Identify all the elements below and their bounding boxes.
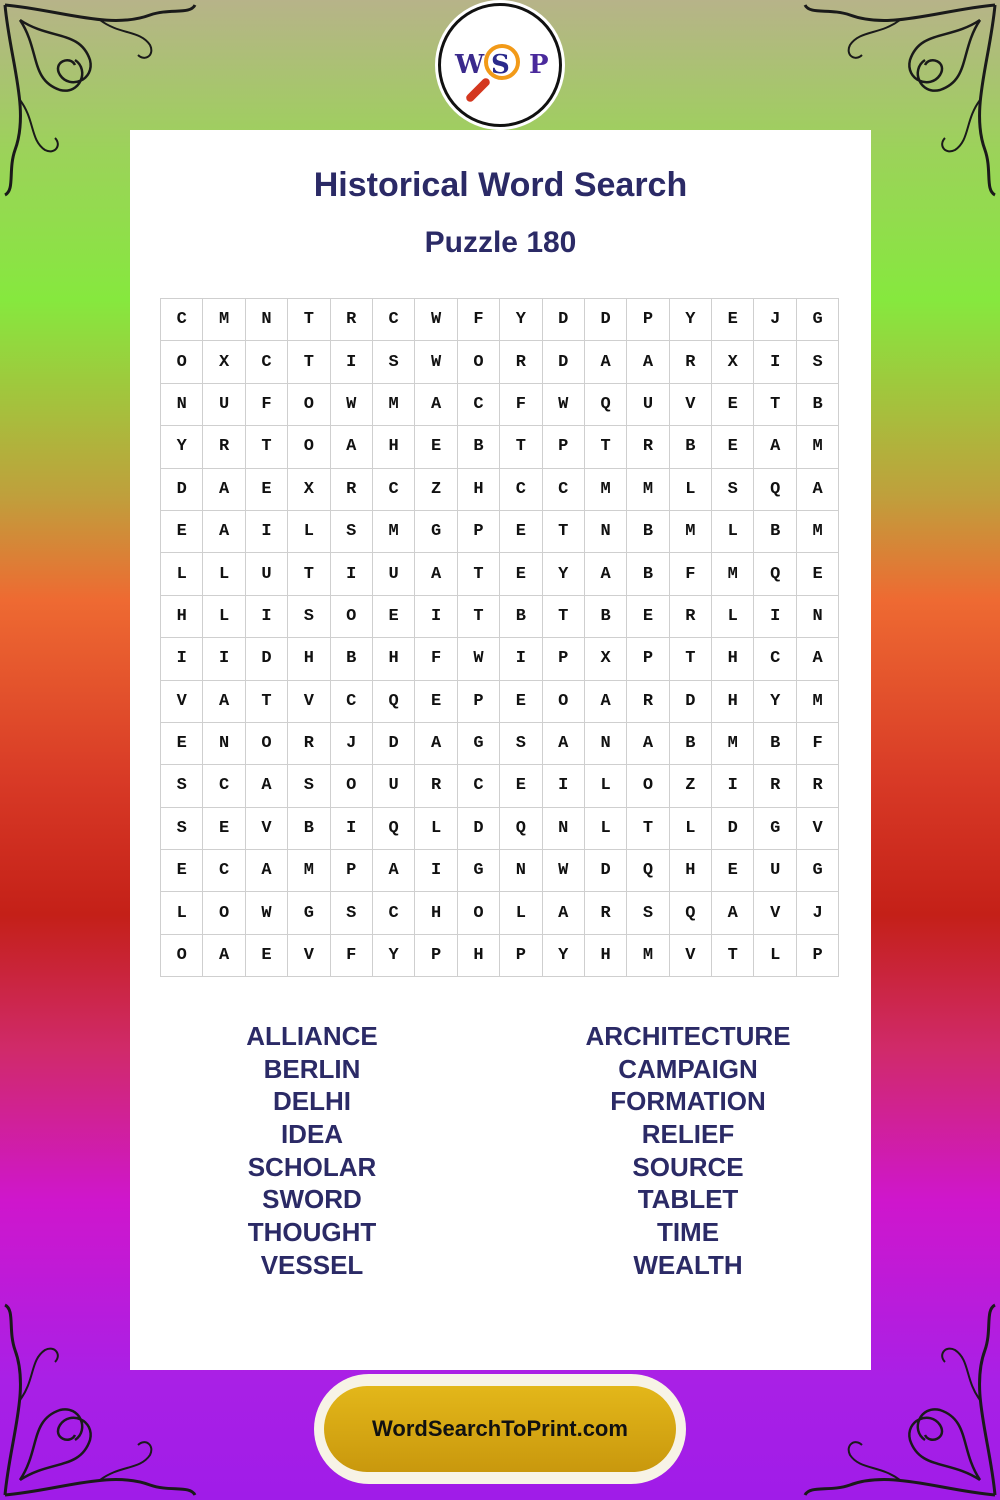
grid-cell[interactable]: G	[415, 511, 457, 553]
grid-cell[interactable]: G	[288, 892, 330, 934]
grid-cell[interactable]: O	[331, 596, 373, 638]
grid-cell[interactable]: V	[246, 808, 288, 850]
grid-cell[interactable]: R	[331, 469, 373, 511]
grid-cell[interactable]: B	[627, 511, 669, 553]
grid-cell[interactable]: S	[627, 892, 669, 934]
grid-cell[interactable]: E	[500, 553, 542, 595]
grid-cell[interactable]: B	[754, 723, 796, 765]
grid-cell[interactable]: D	[543, 299, 585, 341]
grid-cell[interactable]: V	[754, 892, 796, 934]
grid-cell[interactable]: S	[500, 723, 542, 765]
grid-cell[interactable]: I	[415, 596, 457, 638]
grid-cell[interactable]: C	[458, 384, 500, 426]
grid-cell[interactable]: F	[458, 299, 500, 341]
grid-cell[interactable]: A	[331, 426, 373, 468]
grid-cell[interactable]: W	[331, 384, 373, 426]
word-item: THOUGHT	[247, 1217, 377, 1248]
grid-cell[interactable]: E	[712, 299, 754, 341]
grid-cell[interactable]: G	[458, 850, 500, 892]
page-title: Historical Word Search	[313, 166, 688, 204]
grid-cell[interactable]: E	[373, 596, 415, 638]
grid-cell[interactable]: I	[712, 765, 754, 807]
grid-cell[interactable]: A	[543, 723, 585, 765]
grid-cell[interactable]: B	[458, 426, 500, 468]
grid-cell[interactable]: Y	[373, 935, 415, 977]
grid-cell[interactable]: G	[797, 299, 839, 341]
grid-cell[interactable]: O	[543, 681, 585, 723]
site-link[interactable]: WordSearchToPrint.com	[324, 1386, 676, 1472]
grid-cell[interactable]: B	[627, 553, 669, 595]
grid-cell[interactable]: O	[161, 341, 203, 383]
grid-cell[interactable]: C	[373, 892, 415, 934]
grid-cell[interactable]: Y	[500, 299, 542, 341]
grid-cell[interactable]: O	[161, 935, 203, 977]
grid-cell[interactable]: H	[415, 892, 457, 934]
grid-cell[interactable]: A	[797, 638, 839, 680]
grid-cell[interactable]: L	[500, 892, 542, 934]
grid-cell[interactable]: P	[543, 638, 585, 680]
grid-cell[interactable]: E	[203, 808, 245, 850]
grid-cell[interactable]: G	[458, 723, 500, 765]
grid-cell[interactable]: L	[161, 892, 203, 934]
grid-cell[interactable]: T	[458, 596, 500, 638]
grid-cell[interactable]: W	[415, 341, 457, 383]
grid-cell[interactable]: W	[458, 638, 500, 680]
grid-cell[interactable]: H	[585, 935, 627, 977]
grid-cell[interactable]: T	[543, 596, 585, 638]
grid-cell[interactable]: J	[797, 892, 839, 934]
grid-cell[interactable]: Q	[500, 808, 542, 850]
grid-cell[interactable]: M	[373, 384, 415, 426]
grid-cell[interactable]: H	[458, 469, 500, 511]
grid-cell[interactable]: Y	[670, 299, 712, 341]
grid-cell[interactable]: A	[415, 553, 457, 595]
grid-cell[interactable]: E	[161, 850, 203, 892]
grid-cell[interactable]: O	[246, 723, 288, 765]
grid-cell[interactable]: Q	[754, 469, 796, 511]
grid-cell[interactable]: R	[203, 426, 245, 468]
grid-cell[interactable]: S	[161, 765, 203, 807]
grid-cell[interactable]: N	[500, 850, 542, 892]
grid-cell[interactable]: C	[754, 638, 796, 680]
word-list-right	[538, 1020, 838, 1282]
grid-cell[interactable]: P	[415, 935, 457, 977]
grid-cell[interactable]: U	[203, 384, 245, 426]
word-item: DELHI	[273, 1086, 351, 1117]
grid-cell[interactable]: S	[797, 341, 839, 383]
grid-cell[interactable]: D	[585, 850, 627, 892]
grid-cell[interactable]: F	[670, 553, 712, 595]
grid-cell[interactable]: W	[543, 384, 585, 426]
grid-cell[interactable]: A	[246, 765, 288, 807]
grid-cell[interactable]: C	[543, 469, 585, 511]
grid-cell[interactable]: I	[331, 808, 373, 850]
word-item: RELIEF	[641, 1119, 735, 1150]
grid-cell[interactable]: E	[500, 681, 542, 723]
grid-cell[interactable]: A	[246, 850, 288, 892]
footer-banner	[314, 1374, 686, 1484]
grid-cell[interactable]: S	[373, 341, 415, 383]
grid-cell[interactable]: B	[670, 723, 712, 765]
grid-cell[interactable]: G	[754, 808, 796, 850]
grid-cell[interactable]: A	[543, 892, 585, 934]
grid-cell[interactable]: L	[712, 511, 754, 553]
grid-cell[interactable]: N	[585, 511, 627, 553]
puzzle-card	[130, 130, 871, 1370]
grid-cell[interactable]: M	[797, 426, 839, 468]
grid-cell[interactable]: O	[288, 384, 330, 426]
grid-cell[interactable]: O	[331, 765, 373, 807]
grid-cell[interactable]: D	[585, 299, 627, 341]
grid-cell[interactable]: C	[161, 299, 203, 341]
grid-cell[interactable]: E	[161, 511, 203, 553]
grid-cell[interactable]: M	[797, 511, 839, 553]
word-item: SWORD	[262, 1184, 362, 1215]
grid-cell[interactable]: N	[203, 723, 245, 765]
grid-cell[interactable]: H	[161, 596, 203, 638]
grid-cell[interactable]: S	[288, 765, 330, 807]
grid-cell[interactable]: T	[585, 426, 627, 468]
grid-cell[interactable]: E	[712, 384, 754, 426]
grid-cell[interactable]: H	[712, 681, 754, 723]
grid-cell[interactable]: T	[500, 426, 542, 468]
grid-cell[interactable]: V	[670, 935, 712, 977]
grid-cell[interactable]: S	[331, 892, 373, 934]
grid-cell[interactable]: P	[627, 299, 669, 341]
grid-cell[interactable]: L	[670, 808, 712, 850]
grid-cell[interactable]: G	[797, 850, 839, 892]
grid-cell[interactable]: E	[500, 765, 542, 807]
grid-cell[interactable]: L	[712, 596, 754, 638]
grid-cell[interactable]: U	[373, 765, 415, 807]
word-item: CAMPAIGN	[618, 1053, 758, 1084]
letter-grid	[160, 298, 839, 977]
grid-cell[interactable]: C	[331, 681, 373, 723]
grid-cell[interactable]: H	[670, 850, 712, 892]
grid-cell[interactable]: T	[288, 341, 330, 383]
logo-letter-w: W	[455, 50, 485, 80]
grid-cell[interactable]: R	[754, 765, 796, 807]
grid-cell[interactable]: D	[458, 808, 500, 850]
grid-cell[interactable]: E	[500, 511, 542, 553]
grid-cell[interactable]: L	[754, 935, 796, 977]
grid-cell[interactable]: M	[203, 299, 245, 341]
grid-cell[interactable]: T	[543, 511, 585, 553]
grid-cell[interactable]: O	[203, 892, 245, 934]
grid-cell[interactable]: J	[331, 723, 373, 765]
grid-cell[interactable]: T	[670, 638, 712, 680]
grid-cell[interactable]: O	[458, 892, 500, 934]
grid-cell[interactable]: E	[246, 935, 288, 977]
grid-cell[interactable]: R	[331, 299, 373, 341]
grid-cell[interactable]: I	[543, 765, 585, 807]
grid-cell[interactable]: L	[585, 765, 627, 807]
grid-cell[interactable]: U	[627, 384, 669, 426]
grid-cell[interactable]: C	[458, 765, 500, 807]
grid-cell[interactable]: O	[288, 426, 330, 468]
grid-cell[interactable]: C	[203, 765, 245, 807]
grid-cell[interactable]: D	[543, 341, 585, 383]
grid-cell[interactable]: I	[415, 850, 457, 892]
grid-cell[interactable]: B	[585, 596, 627, 638]
grid-cell[interactable]: R	[670, 596, 712, 638]
grid-cell[interactable]: P	[500, 935, 542, 977]
grid-cell[interactable]: L	[585, 808, 627, 850]
grid-cell[interactable]: R	[415, 765, 457, 807]
grid-cell[interactable]: Y	[543, 553, 585, 595]
word-item: WEALTH	[633, 1249, 743, 1280]
grid-cell[interactable]: C	[203, 850, 245, 892]
grid-cell[interactable]: H	[373, 426, 415, 468]
grid-cell[interactable]: U	[246, 553, 288, 595]
grid-cell[interactable]: A	[627, 341, 669, 383]
grid-cell[interactable]: A	[415, 723, 457, 765]
grid-cell[interactable]: R	[288, 723, 330, 765]
grid-cell[interactable]: E	[797, 553, 839, 595]
grid-cell[interactable]: L	[161, 553, 203, 595]
grid-cell[interactable]: I	[203, 638, 245, 680]
grid-cell[interactable]: N	[543, 808, 585, 850]
grid-cell[interactable]: M	[797, 681, 839, 723]
grid-cell[interactable]: I	[754, 596, 796, 638]
grid-cell[interactable]: B	[670, 426, 712, 468]
grid-cell[interactable]: A	[712, 892, 754, 934]
grid-cell[interactable]: C	[373, 469, 415, 511]
grid-cell[interactable]: O	[458, 341, 500, 383]
grid-cell[interactable]: E	[627, 596, 669, 638]
grid-cell[interactable]: S	[331, 511, 373, 553]
grid-cell[interactable]: M	[627, 935, 669, 977]
grid-cell[interactable]: V	[797, 808, 839, 850]
grid-cell[interactable]: J	[754, 299, 796, 341]
grid-cell[interactable]: X	[712, 341, 754, 383]
grid-cell[interactable]: I	[246, 596, 288, 638]
grid-cell[interactable]: R	[797, 765, 839, 807]
grid-cell[interactable]: B	[288, 808, 330, 850]
logo-letter-s: S	[491, 50, 510, 80]
grid-cell[interactable]: Q	[627, 850, 669, 892]
grid-cell[interactable]: M	[712, 723, 754, 765]
grid-cell[interactable]: T	[288, 299, 330, 341]
grid-cell[interactable]: A	[585, 553, 627, 595]
grid-cell[interactable]: Q	[670, 892, 712, 934]
grid-cell[interactable]: E	[246, 469, 288, 511]
grid-cell[interactable]: U	[754, 850, 796, 892]
grid-cell[interactable]: Q	[373, 681, 415, 723]
grid-cell[interactable]: L	[203, 596, 245, 638]
grid-cell[interactable]: H	[712, 638, 754, 680]
grid-cell[interactable]: M	[585, 469, 627, 511]
grid-cell[interactable]: B	[797, 384, 839, 426]
word-item: TABLET	[637, 1184, 739, 1215]
grid-cell[interactable]: Z	[415, 469, 457, 511]
grid-cell[interactable]: M	[670, 511, 712, 553]
grid-cell[interactable]: Y	[754, 681, 796, 723]
grid-cell[interactable]: R	[500, 341, 542, 383]
grid-cell[interactable]: D	[161, 469, 203, 511]
grid-cell[interactable]: T	[458, 553, 500, 595]
word-item: IDEA	[280, 1119, 344, 1150]
grid-cell[interactable]: A	[203, 681, 245, 723]
grid-cell[interactable]: V	[288, 935, 330, 977]
grid-cell[interactable]: H	[288, 638, 330, 680]
grid-cell[interactable]: F	[246, 384, 288, 426]
grid-cell[interactable]: I	[246, 511, 288, 553]
grid-cell[interactable]: I	[500, 638, 542, 680]
grid-cell[interactable]: R	[585, 892, 627, 934]
grid-cell[interactable]: B	[754, 511, 796, 553]
grid-cell[interactable]: B	[331, 638, 373, 680]
grid-cell[interactable]: S	[161, 808, 203, 850]
grid-cell[interactable]: F	[500, 384, 542, 426]
grid-cell[interactable]: M	[288, 850, 330, 892]
grid-cell[interactable]: F	[415, 638, 457, 680]
grid-cell[interactable]: B	[500, 596, 542, 638]
grid-cell[interactable]: N	[161, 384, 203, 426]
grid-cell[interactable]: V	[161, 681, 203, 723]
grid-cell[interactable]: T	[627, 808, 669, 850]
grid-cell[interactable]: S	[712, 469, 754, 511]
grid-cell[interactable]: A	[627, 723, 669, 765]
logo-letter-p: P	[529, 50, 549, 80]
word-item: ALLIANCE	[246, 1021, 378, 1051]
grid-cell[interactable]: P	[458, 511, 500, 553]
grid-cell[interactable]: T	[246, 426, 288, 468]
grid-cell[interactable]: Q	[373, 808, 415, 850]
word-item: ARCHITECTURE	[585, 1021, 791, 1051]
grid-cell[interactable]: W	[415, 299, 457, 341]
grid-cell[interactable]: N	[246, 299, 288, 341]
grid-cell[interactable]: I	[161, 638, 203, 680]
grid-cell[interactable]: E	[415, 681, 457, 723]
grid-cell[interactable]: O	[627, 765, 669, 807]
grid-cell[interactable]: A	[797, 469, 839, 511]
grid-cell[interactable]: P	[543, 426, 585, 468]
grid-cell[interactable]: X	[203, 341, 245, 383]
grid-cell[interactable]: E	[712, 850, 754, 892]
word-item: BERLIN	[263, 1053, 361, 1084]
grid-cell[interactable]: E	[415, 426, 457, 468]
grid-cell[interactable]: E	[712, 426, 754, 468]
grid-cell[interactable]: W	[543, 850, 585, 892]
grid-cell[interactable]: I	[331, 553, 373, 595]
magnifier-handle	[465, 77, 492, 104]
grid-cell[interactable]: M	[627, 469, 669, 511]
grid-cell[interactable]: A	[203, 511, 245, 553]
grid-cell[interactable]: R	[627, 426, 669, 468]
grid-cell[interactable]: Q	[754, 553, 796, 595]
grid-cell[interactable]: Z	[670, 765, 712, 807]
grid-cell[interactable]: D	[712, 808, 754, 850]
grid-cell[interactable]: V	[288, 681, 330, 723]
grid-cell[interactable]: M	[712, 553, 754, 595]
grid-cell[interactable]: A	[585, 341, 627, 383]
grid-cell[interactable]: I	[754, 341, 796, 383]
grid-cell[interactable]: A	[585, 681, 627, 723]
grid-cell[interactable]: Q	[585, 384, 627, 426]
grid-cell[interactable]: C	[373, 299, 415, 341]
grid-cell[interactable]: T	[712, 935, 754, 977]
grid-cell[interactable]: T	[246, 681, 288, 723]
grid-cell[interactable]: V	[670, 384, 712, 426]
grid-cell[interactable]: N	[797, 596, 839, 638]
grid-cell[interactable]: D	[373, 723, 415, 765]
grid-cell[interactable]: N	[585, 723, 627, 765]
grid-cell[interactable]: T	[754, 384, 796, 426]
grid-cell[interactable]: X	[288, 469, 330, 511]
grid-cell[interactable]: T	[288, 553, 330, 595]
grid-cell[interactable]: A	[415, 384, 457, 426]
grid-cell[interactable]: D	[670, 681, 712, 723]
puzzle-number: Puzzle 180	[424, 226, 577, 259]
grid-cell[interactable]: C	[500, 469, 542, 511]
grid-cell[interactable]: F	[331, 935, 373, 977]
word-item: FORMATION	[610, 1086, 766, 1117]
grid-cell[interactable]: U	[373, 553, 415, 595]
wsp-logo	[438, 3, 562, 127]
word-item: SCHOLAR	[247, 1151, 377, 1182]
grid-cell[interactable]: H	[373, 638, 415, 680]
grid-cell[interactable]: H	[458, 935, 500, 977]
grid-cell[interactable]: L	[288, 511, 330, 553]
word-list-left	[162, 1020, 462, 1282]
grid-cell[interactable]: R	[670, 341, 712, 383]
grid-cell[interactable]: Y	[543, 935, 585, 977]
grid-cell[interactable]: P	[458, 681, 500, 723]
grid-cell[interactable]: W	[246, 892, 288, 934]
grid-cell[interactable]: P	[797, 935, 839, 977]
grid-cell[interactable]: A	[373, 850, 415, 892]
grid-cell[interactable]: L	[670, 469, 712, 511]
grid-cell[interactable]: E	[161, 723, 203, 765]
grid-cell[interactable]: I	[331, 341, 373, 383]
grid-cell[interactable]: P	[627, 638, 669, 680]
word-item: SOURCE	[632, 1151, 744, 1182]
grid-cell[interactable]: L	[203, 553, 245, 595]
word-item: VESSEL	[260, 1249, 364, 1280]
grid-cell[interactable]: Y	[161, 426, 203, 468]
grid-cell[interactable]: X	[585, 638, 627, 680]
grid-cell[interactable]: F	[797, 723, 839, 765]
grid-cell[interactable]: P	[331, 850, 373, 892]
grid-cell[interactable]: M	[373, 511, 415, 553]
grid-cell[interactable]: D	[246, 638, 288, 680]
grid-cell[interactable]: A	[203, 935, 245, 977]
grid-cell[interactable]: R	[627, 681, 669, 723]
word-item: TIME	[656, 1217, 720, 1248]
grid-cell[interactable]: A	[754, 426, 796, 468]
grid-cell[interactable]: A	[203, 469, 245, 511]
grid-cell[interactable]: S	[288, 596, 330, 638]
grid-cell[interactable]: L	[415, 808, 457, 850]
grid-cell[interactable]: C	[246, 341, 288, 383]
